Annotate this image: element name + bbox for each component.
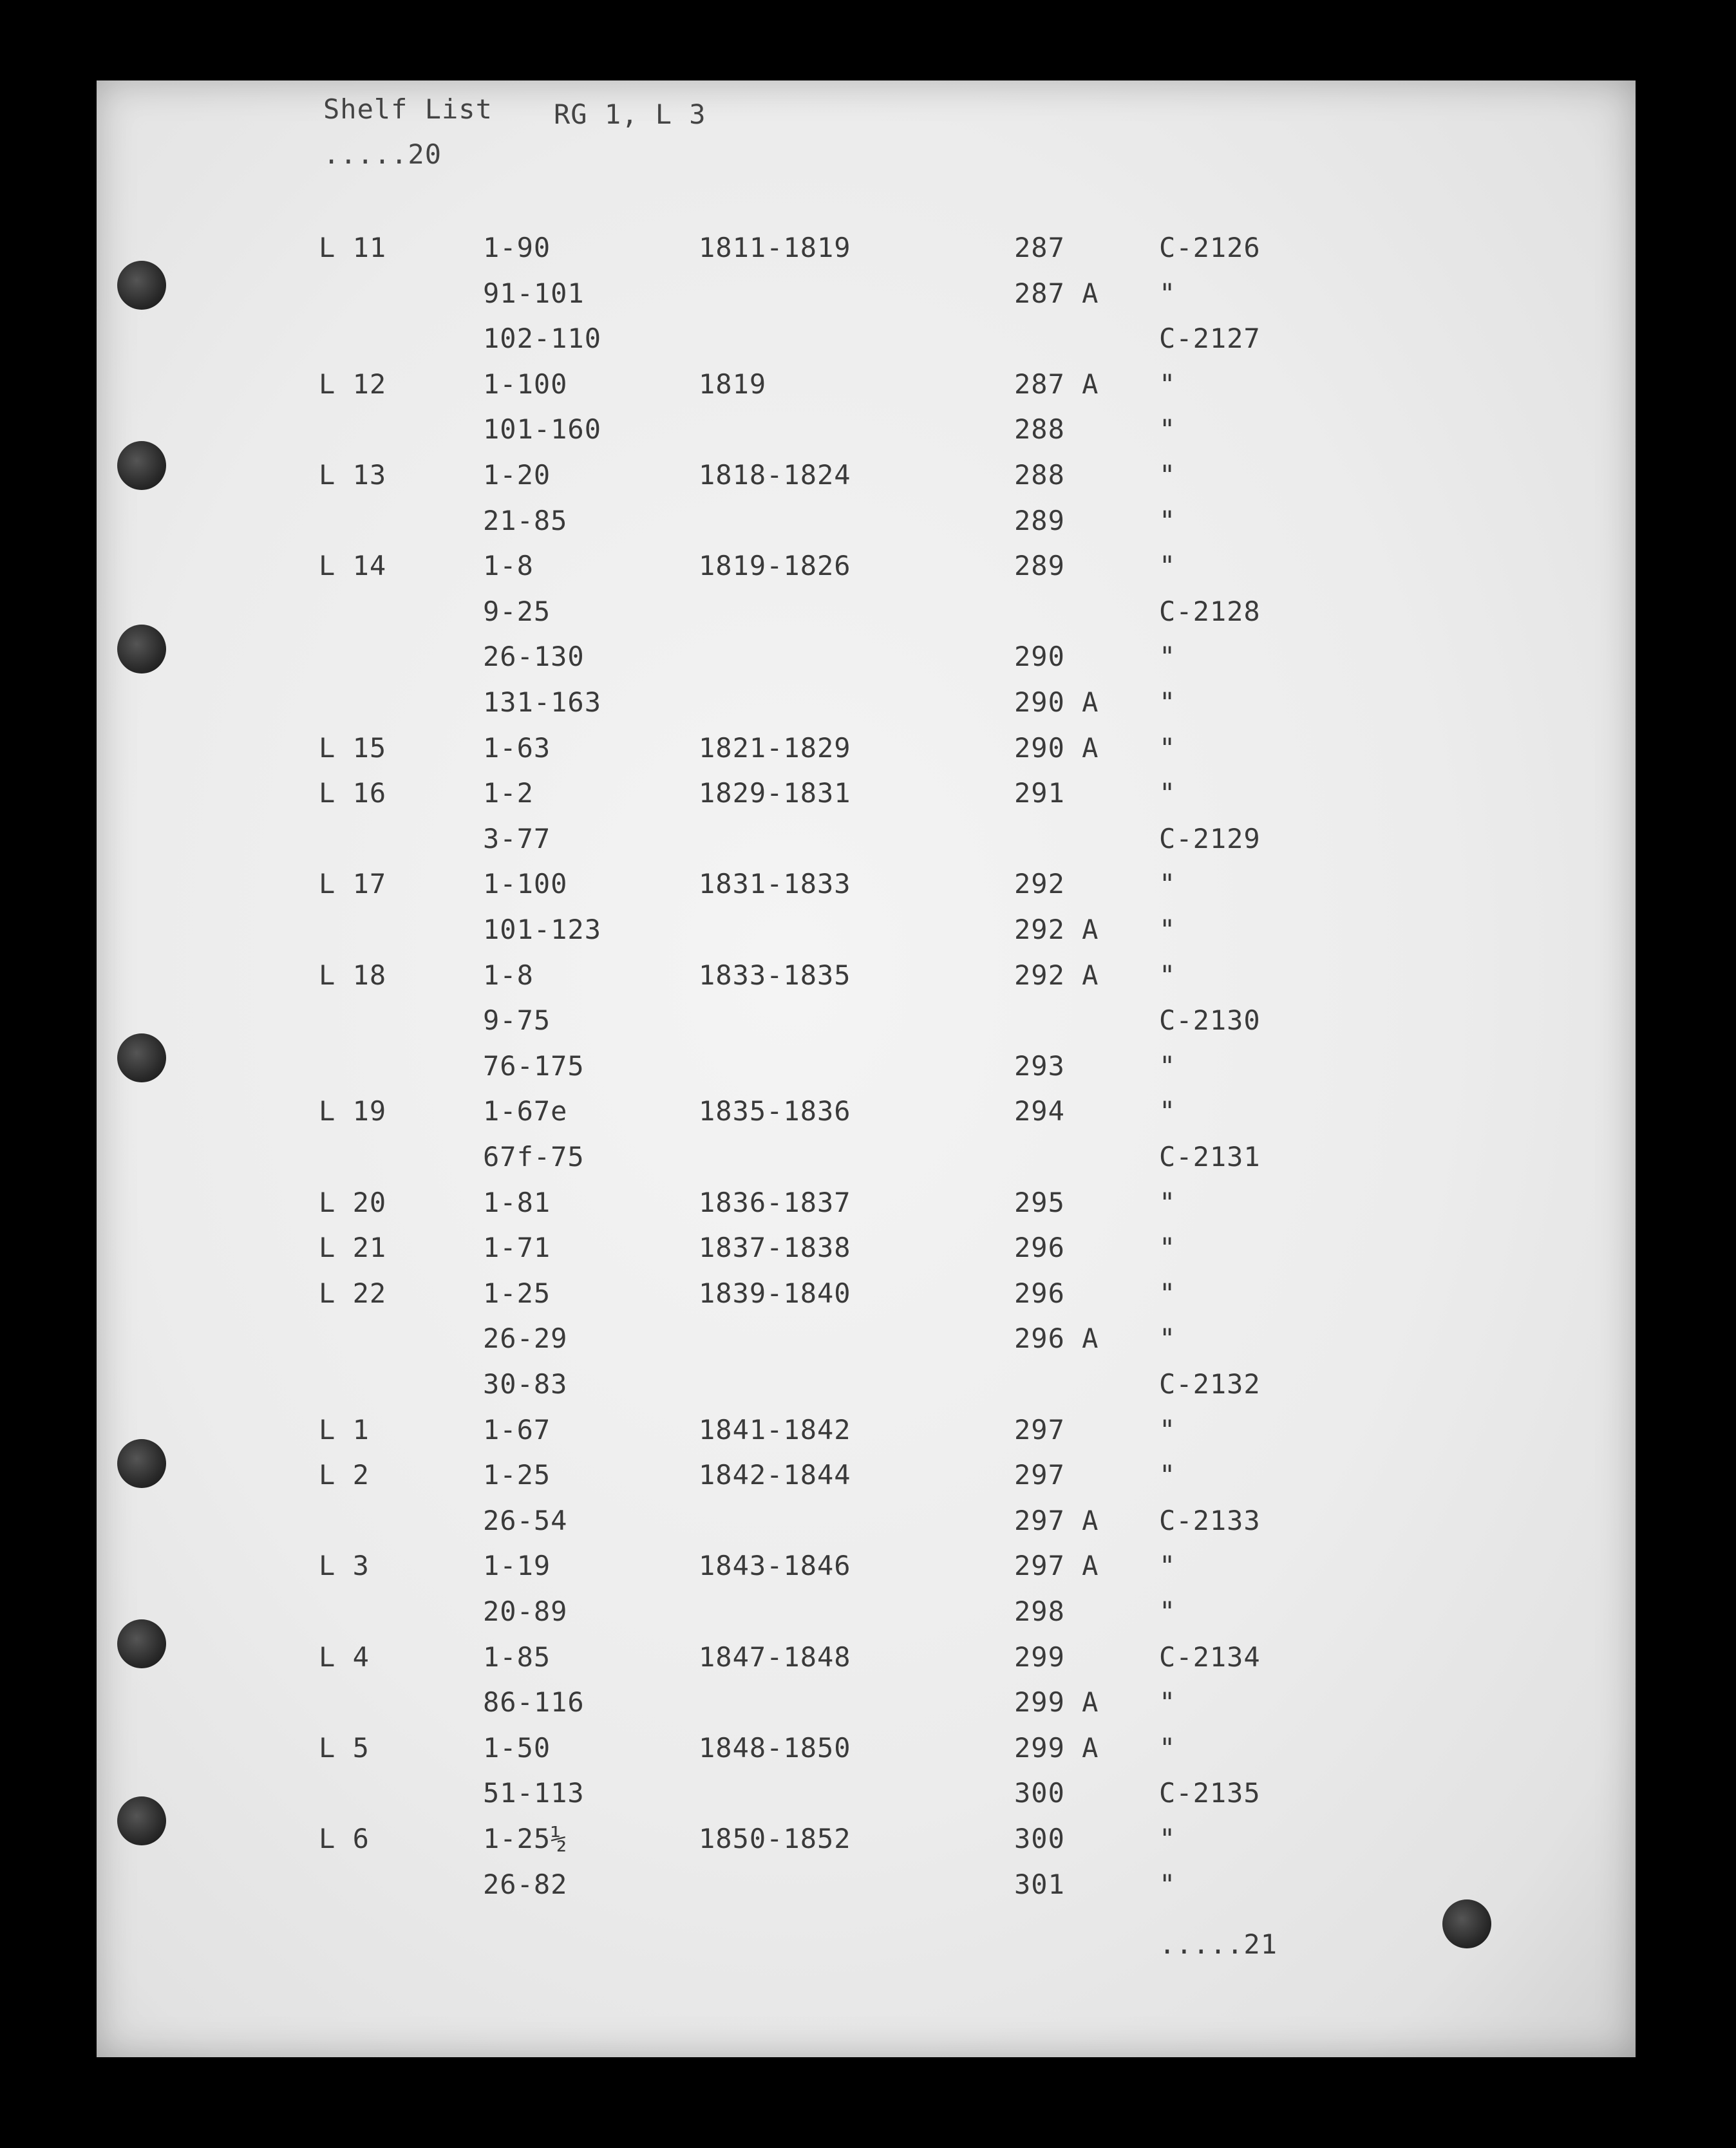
cell-range: 1-25 (483, 1277, 551, 1309)
table-row (97, 823, 1636, 868)
cell-range: 26-29 (483, 1323, 568, 1354)
table-row (97, 1550, 1636, 1595)
cell-range: 1-2 (483, 777, 534, 809)
cell-range: 1-85 (483, 1641, 551, 1673)
cell-box: 297 (1014, 1414, 1065, 1446)
cell-years: 1848-1850 (699, 1732, 851, 1764)
cell-years: 1836-1837 (699, 1187, 851, 1218)
cell-box: 289 (1014, 550, 1065, 581)
document-page (97, 80, 1636, 2057)
cell-box: 295 (1014, 1187, 1065, 1218)
cell-roll: " (1159, 550, 1176, 581)
previous-page-marker: .....20 (323, 138, 442, 170)
table-row (97, 368, 1636, 413)
table-row (97, 868, 1636, 913)
cell-years: 1821-1829 (699, 732, 851, 764)
cell-years: 1843-1846 (699, 1550, 851, 1581)
cell-roll: C-2128 (1159, 596, 1261, 627)
cell-series: L 11 (319, 232, 387, 263)
cell-box: 297 (1014, 1459, 1065, 1491)
cell-roll: C-2133 (1159, 1505, 1261, 1536)
table-row (97, 1004, 1636, 1050)
cell-box: 290 A (1014, 732, 1099, 764)
cell-roll: " (1159, 1732, 1176, 1764)
table-row (97, 1323, 1636, 1368)
table-row (97, 1141, 1636, 1186)
cell-box: 289 (1014, 505, 1065, 536)
table-row (97, 596, 1636, 641)
table-row (97, 777, 1636, 822)
cell-series: L 20 (319, 1187, 387, 1218)
cell-roll: " (1159, 686, 1176, 718)
cell-range: 21-85 (483, 505, 568, 536)
cell-roll: " (1159, 914, 1176, 945)
table-row (97, 1459, 1636, 1504)
table-row (97, 1368, 1636, 1413)
table-row (97, 1050, 1636, 1095)
cell-range: 1-8 (483, 550, 534, 581)
table-row (97, 1823, 1636, 1868)
cell-years: 1841-1842 (699, 1414, 851, 1446)
cell-range: 101-160 (483, 413, 602, 445)
cell-roll: " (1159, 1050, 1176, 1082)
cell-range: 1-63 (483, 732, 551, 764)
cell-box: 296 (1014, 1232, 1065, 1263)
cell-roll: " (1159, 1095, 1176, 1127)
cell-box: 296 A (1014, 1323, 1099, 1354)
cell-box: 293 (1014, 1050, 1065, 1082)
cell-range: 102-110 (483, 323, 602, 354)
cell-years: 1819 (699, 368, 767, 400)
table-row (97, 505, 1636, 550)
cell-series: L 18 (319, 959, 387, 991)
cell-box: 287 A (1014, 278, 1099, 309)
cell-range: 1-71 (483, 1232, 551, 1263)
cell-years: 1850-1852 (699, 1823, 851, 1854)
cell-years: 1811-1819 (699, 232, 851, 263)
cell-roll: C-2129 (1159, 823, 1261, 854)
cell-years: 1818-1824 (699, 459, 851, 491)
cell-range: 1-67 (483, 1414, 551, 1446)
table-row (97, 1232, 1636, 1277)
cell-series: L 21 (319, 1232, 387, 1263)
cell-years: 1831-1833 (699, 868, 851, 900)
cell-years: 1837-1838 (699, 1232, 851, 1263)
table-row (97, 1596, 1636, 1641)
table-row (97, 1641, 1636, 1686)
cell-roll: " (1159, 732, 1176, 764)
cell-range: 1-50 (483, 1732, 551, 1764)
cell-box: 296 (1014, 1277, 1065, 1309)
cell-years: 1829-1831 (699, 777, 851, 809)
cell-range: 1-25 (483, 1459, 551, 1491)
cell-roll: " (1159, 368, 1176, 400)
cell-box: 290 (1014, 641, 1065, 672)
table-row (97, 459, 1636, 504)
cell-roll: " (1159, 413, 1176, 445)
cell-range: 51-113 (483, 1777, 585, 1809)
cell-range: 1-81 (483, 1187, 551, 1218)
cell-series: L 2 (319, 1459, 370, 1491)
cell-range: 1-25½ (483, 1823, 568, 1854)
table-row (97, 686, 1636, 731)
cell-range: 131-163 (483, 686, 602, 718)
cell-range: 20-89 (483, 1596, 568, 1627)
cell-box: 288 (1014, 459, 1065, 491)
cell-range: 1-100 (483, 368, 568, 400)
table-row (97, 278, 1636, 323)
cell-years: 1842-1844 (699, 1459, 851, 1491)
cell-years: 1819-1826 (699, 550, 851, 581)
cell-roll: " (1159, 1187, 1176, 1218)
cell-box: 300 (1014, 1777, 1065, 1809)
cell-roll: " (1159, 1232, 1176, 1263)
cell-box: 298 (1014, 1596, 1065, 1627)
cell-roll: " (1159, 1686, 1176, 1718)
cell-range: 76-175 (483, 1050, 585, 1082)
cell-series: L 5 (319, 1732, 370, 1764)
cell-roll: " (1159, 1459, 1176, 1491)
cell-series: L 12 (319, 368, 387, 400)
cell-range: 91-101 (483, 278, 585, 309)
table-row (97, 732, 1636, 777)
cell-roll: C-2131 (1159, 1141, 1261, 1173)
cell-series: L 22 (319, 1277, 387, 1309)
cell-box: 291 (1014, 777, 1065, 809)
cell-range: 26-130 (483, 641, 585, 672)
table-row (97, 1732, 1636, 1777)
cell-range: 1-100 (483, 868, 568, 900)
cell-years: 1839-1840 (699, 1277, 851, 1309)
cell-range: 86-116 (483, 1686, 585, 1718)
cell-roll: C-2126 (1159, 232, 1261, 263)
cell-roll: C-2130 (1159, 1004, 1261, 1036)
next-page-marker: .....21 (1159, 1928, 1278, 1960)
cell-box: 288 (1014, 413, 1065, 445)
cell-roll: " (1159, 959, 1176, 991)
cell-roll: " (1159, 641, 1176, 672)
cell-roll: C-2135 (1159, 1777, 1261, 1809)
table-row (97, 232, 1636, 277)
table-row (97, 1686, 1636, 1731)
cell-series: L 17 (319, 868, 387, 900)
cell-range: 3-77 (483, 823, 551, 854)
cell-range: 26-82 (483, 1869, 568, 1900)
cell-box: 290 A (1014, 686, 1099, 718)
cell-box: 300 (1014, 1823, 1065, 1854)
cell-roll: " (1159, 1596, 1176, 1627)
cell-box: 297 A (1014, 1550, 1099, 1581)
cell-roll: " (1159, 1414, 1176, 1446)
cell-range: 67f-75 (483, 1141, 585, 1173)
cell-years: 1833-1835 (699, 959, 851, 991)
cell-range: 1-20 (483, 459, 551, 491)
table-row (97, 1505, 1636, 1550)
cell-box: 294 (1014, 1095, 1065, 1127)
cell-range: 26-54 (483, 1505, 568, 1536)
cell-range: 1-67e (483, 1095, 568, 1127)
cell-roll: " (1159, 1323, 1176, 1354)
cell-roll: " (1159, 777, 1176, 809)
cell-roll: " (1159, 505, 1176, 536)
record-group-label: RG 1, L 3 (554, 99, 706, 130)
cell-roll: C-2134 (1159, 1641, 1261, 1673)
cell-series: L 14 (319, 550, 387, 581)
table-row (97, 914, 1636, 959)
cell-roll: C-2127 (1159, 323, 1261, 354)
table-row (97, 1277, 1636, 1323)
cell-series: L 15 (319, 732, 387, 764)
cell-series: L 13 (319, 459, 387, 491)
cell-years: 1835-1836 (699, 1095, 851, 1127)
cell-box: 299 (1014, 1641, 1065, 1673)
cell-box: 299 A (1014, 1732, 1099, 1764)
table-row (97, 1414, 1636, 1459)
cell-box: 287 (1014, 232, 1065, 263)
cell-range: 1-19 (483, 1550, 551, 1581)
cell-range: 1-8 (483, 959, 534, 991)
table-row (97, 1869, 1636, 1914)
cell-series: L 6 (319, 1823, 370, 1854)
cell-box: 301 (1014, 1869, 1065, 1900)
cell-series: L 16 (319, 777, 387, 809)
cell-box: 297 A (1014, 1505, 1099, 1536)
cell-series: L 4 (319, 1641, 370, 1673)
document-title: Shelf List (323, 93, 493, 125)
cell-roll: " (1159, 1550, 1176, 1581)
table-row (97, 323, 1636, 368)
cell-range: 1-90 (483, 232, 551, 263)
cell-roll: " (1159, 1823, 1176, 1854)
cell-range: 30-83 (483, 1368, 568, 1400)
cell-series: L 1 (319, 1414, 370, 1446)
cell-box: 292 (1014, 868, 1065, 900)
cell-range: 101-123 (483, 914, 602, 945)
cell-roll: " (1159, 868, 1176, 900)
table-row (97, 1777, 1636, 1822)
table-row (97, 1095, 1636, 1140)
cell-series: L 19 (319, 1095, 387, 1127)
cell-range: 9-25 (483, 596, 551, 627)
cell-roll: " (1159, 459, 1176, 491)
cell-roll: " (1159, 1277, 1176, 1309)
table-row (97, 550, 1636, 595)
cell-box: 299 A (1014, 1686, 1099, 1718)
cell-roll: C-2132 (1159, 1368, 1261, 1400)
cell-box: 292 A (1014, 959, 1099, 991)
cell-series: L 3 (319, 1550, 370, 1581)
table-row (97, 959, 1636, 1004)
cell-years: 1847-1848 (699, 1641, 851, 1673)
cell-box: 287 A (1014, 368, 1099, 400)
cell-roll: " (1159, 1869, 1176, 1900)
table-row (97, 641, 1636, 686)
cell-box: 292 A (1014, 914, 1099, 945)
cell-roll: " (1159, 278, 1176, 309)
table-row (97, 1187, 1636, 1232)
cell-range: 9-75 (483, 1004, 551, 1036)
table-row (97, 413, 1636, 458)
